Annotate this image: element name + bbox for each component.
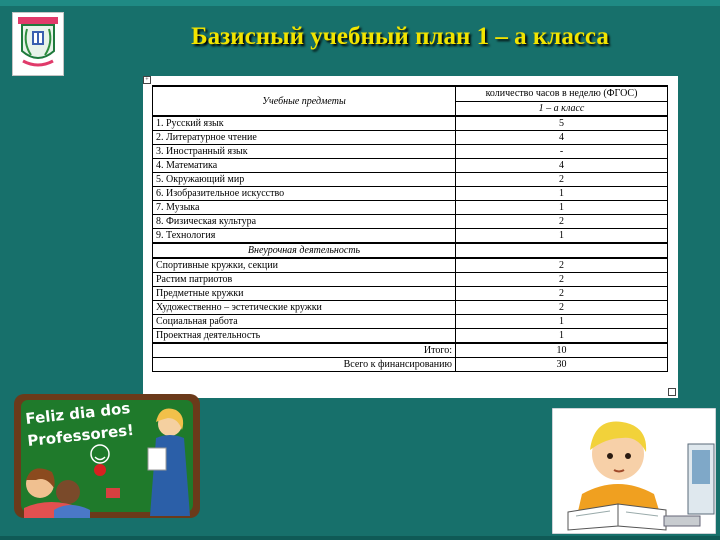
subject-hours: 5	[456, 116, 668, 131]
school-logo	[12, 12, 64, 76]
table-row	[153, 131, 668, 145]
table-row	[153, 287, 668, 301]
activity-name: Растим патриотов	[153, 273, 456, 287]
activity-name: Предметные кружки	[153, 287, 456, 301]
table-row	[153, 229, 668, 244]
header-subjects: Учебные предметы	[153, 86, 456, 116]
activity-name: Спортивные кружки, секции	[153, 258, 456, 273]
section-row	[153, 243, 668, 258]
table-row	[153, 215, 668, 229]
curriculum-table	[152, 85, 668, 372]
total-row	[153, 343, 668, 358]
table-row	[153, 258, 668, 273]
teacher-clipart	[10, 388, 206, 526]
section-empty-cell	[456, 243, 668, 258]
table-row	[153, 273, 668, 287]
total-label: Итого:	[153, 343, 456, 358]
table-resize-handle-icon[interactable]	[668, 388, 676, 396]
subject-name: 1. Русский язык	[153, 116, 456, 131]
total-value: 10	[456, 343, 668, 358]
subject-name: 8. Физическая культура	[153, 215, 456, 229]
section-title: Внеурочная деятельность	[153, 243, 456, 258]
subject-hours: 1	[456, 229, 668, 244]
poster-line-2: Professores!	[26, 420, 135, 450]
activity-hours: 2	[456, 301, 668, 315]
table-row	[153, 116, 668, 131]
table-row	[153, 173, 668, 187]
activity-hours: 2	[456, 287, 668, 301]
slide-title: Базисный учебный план 1 – а класса	[191, 23, 609, 50]
funding-value: 30	[456, 358, 668, 372]
subject-hours: 4	[456, 159, 668, 173]
subject-name: 9. Технология	[153, 229, 456, 244]
activity-name: Социальная работа	[153, 315, 456, 329]
subject-name: 4. Математика	[153, 159, 456, 173]
subject-hours: 1	[456, 201, 668, 215]
activity-name: Художественно – эстетические кружки	[153, 301, 456, 315]
activity-hours: 1	[456, 329, 668, 344]
subject-name: 7. Музыка	[153, 201, 456, 215]
subject-name: 3. Иностранный язык	[153, 145, 456, 159]
activity-hours: 2	[456, 273, 668, 287]
subject-hours: 4	[456, 131, 668, 145]
table-row	[153, 201, 668, 215]
student-clipart	[552, 408, 716, 534]
top-stripe	[0, 0, 720, 6]
table-row	[153, 187, 668, 201]
header-class: 1 – а класс	[456, 101, 668, 116]
curriculum-table-frame	[143, 76, 678, 398]
activity-name: Проектная деятельность	[153, 329, 456, 344]
funding-label: Всего к финансированию	[153, 358, 456, 372]
subject-hours: 2	[456, 173, 668, 187]
table-row	[153, 329, 668, 344]
header-hours: количество часов в неделю (ФГОС)	[456, 86, 668, 101]
table-row	[153, 301, 668, 315]
table-header-row	[153, 86, 668, 101]
subject-name: 2. Литературное чтение	[153, 131, 456, 145]
activity-hours: 1	[456, 315, 668, 329]
subject-hours: 1	[456, 187, 668, 201]
table-row	[153, 159, 668, 173]
activity-hours: 2	[456, 258, 668, 273]
table-row	[153, 315, 668, 329]
table-row	[153, 145, 668, 159]
subject-name: 6. Изобразительное искусство	[153, 187, 456, 201]
poster-line-1: Feliz dia dos	[24, 399, 132, 428]
subject-hours: -	[456, 145, 668, 159]
subject-hours: 2	[456, 215, 668, 229]
table-move-handle-icon[interactable]: +	[143, 76, 151, 84]
funding-row	[153, 358, 668, 372]
bottom-stripe	[0, 536, 720, 540]
subject-name: 5. Окружающий мир	[153, 173, 456, 187]
